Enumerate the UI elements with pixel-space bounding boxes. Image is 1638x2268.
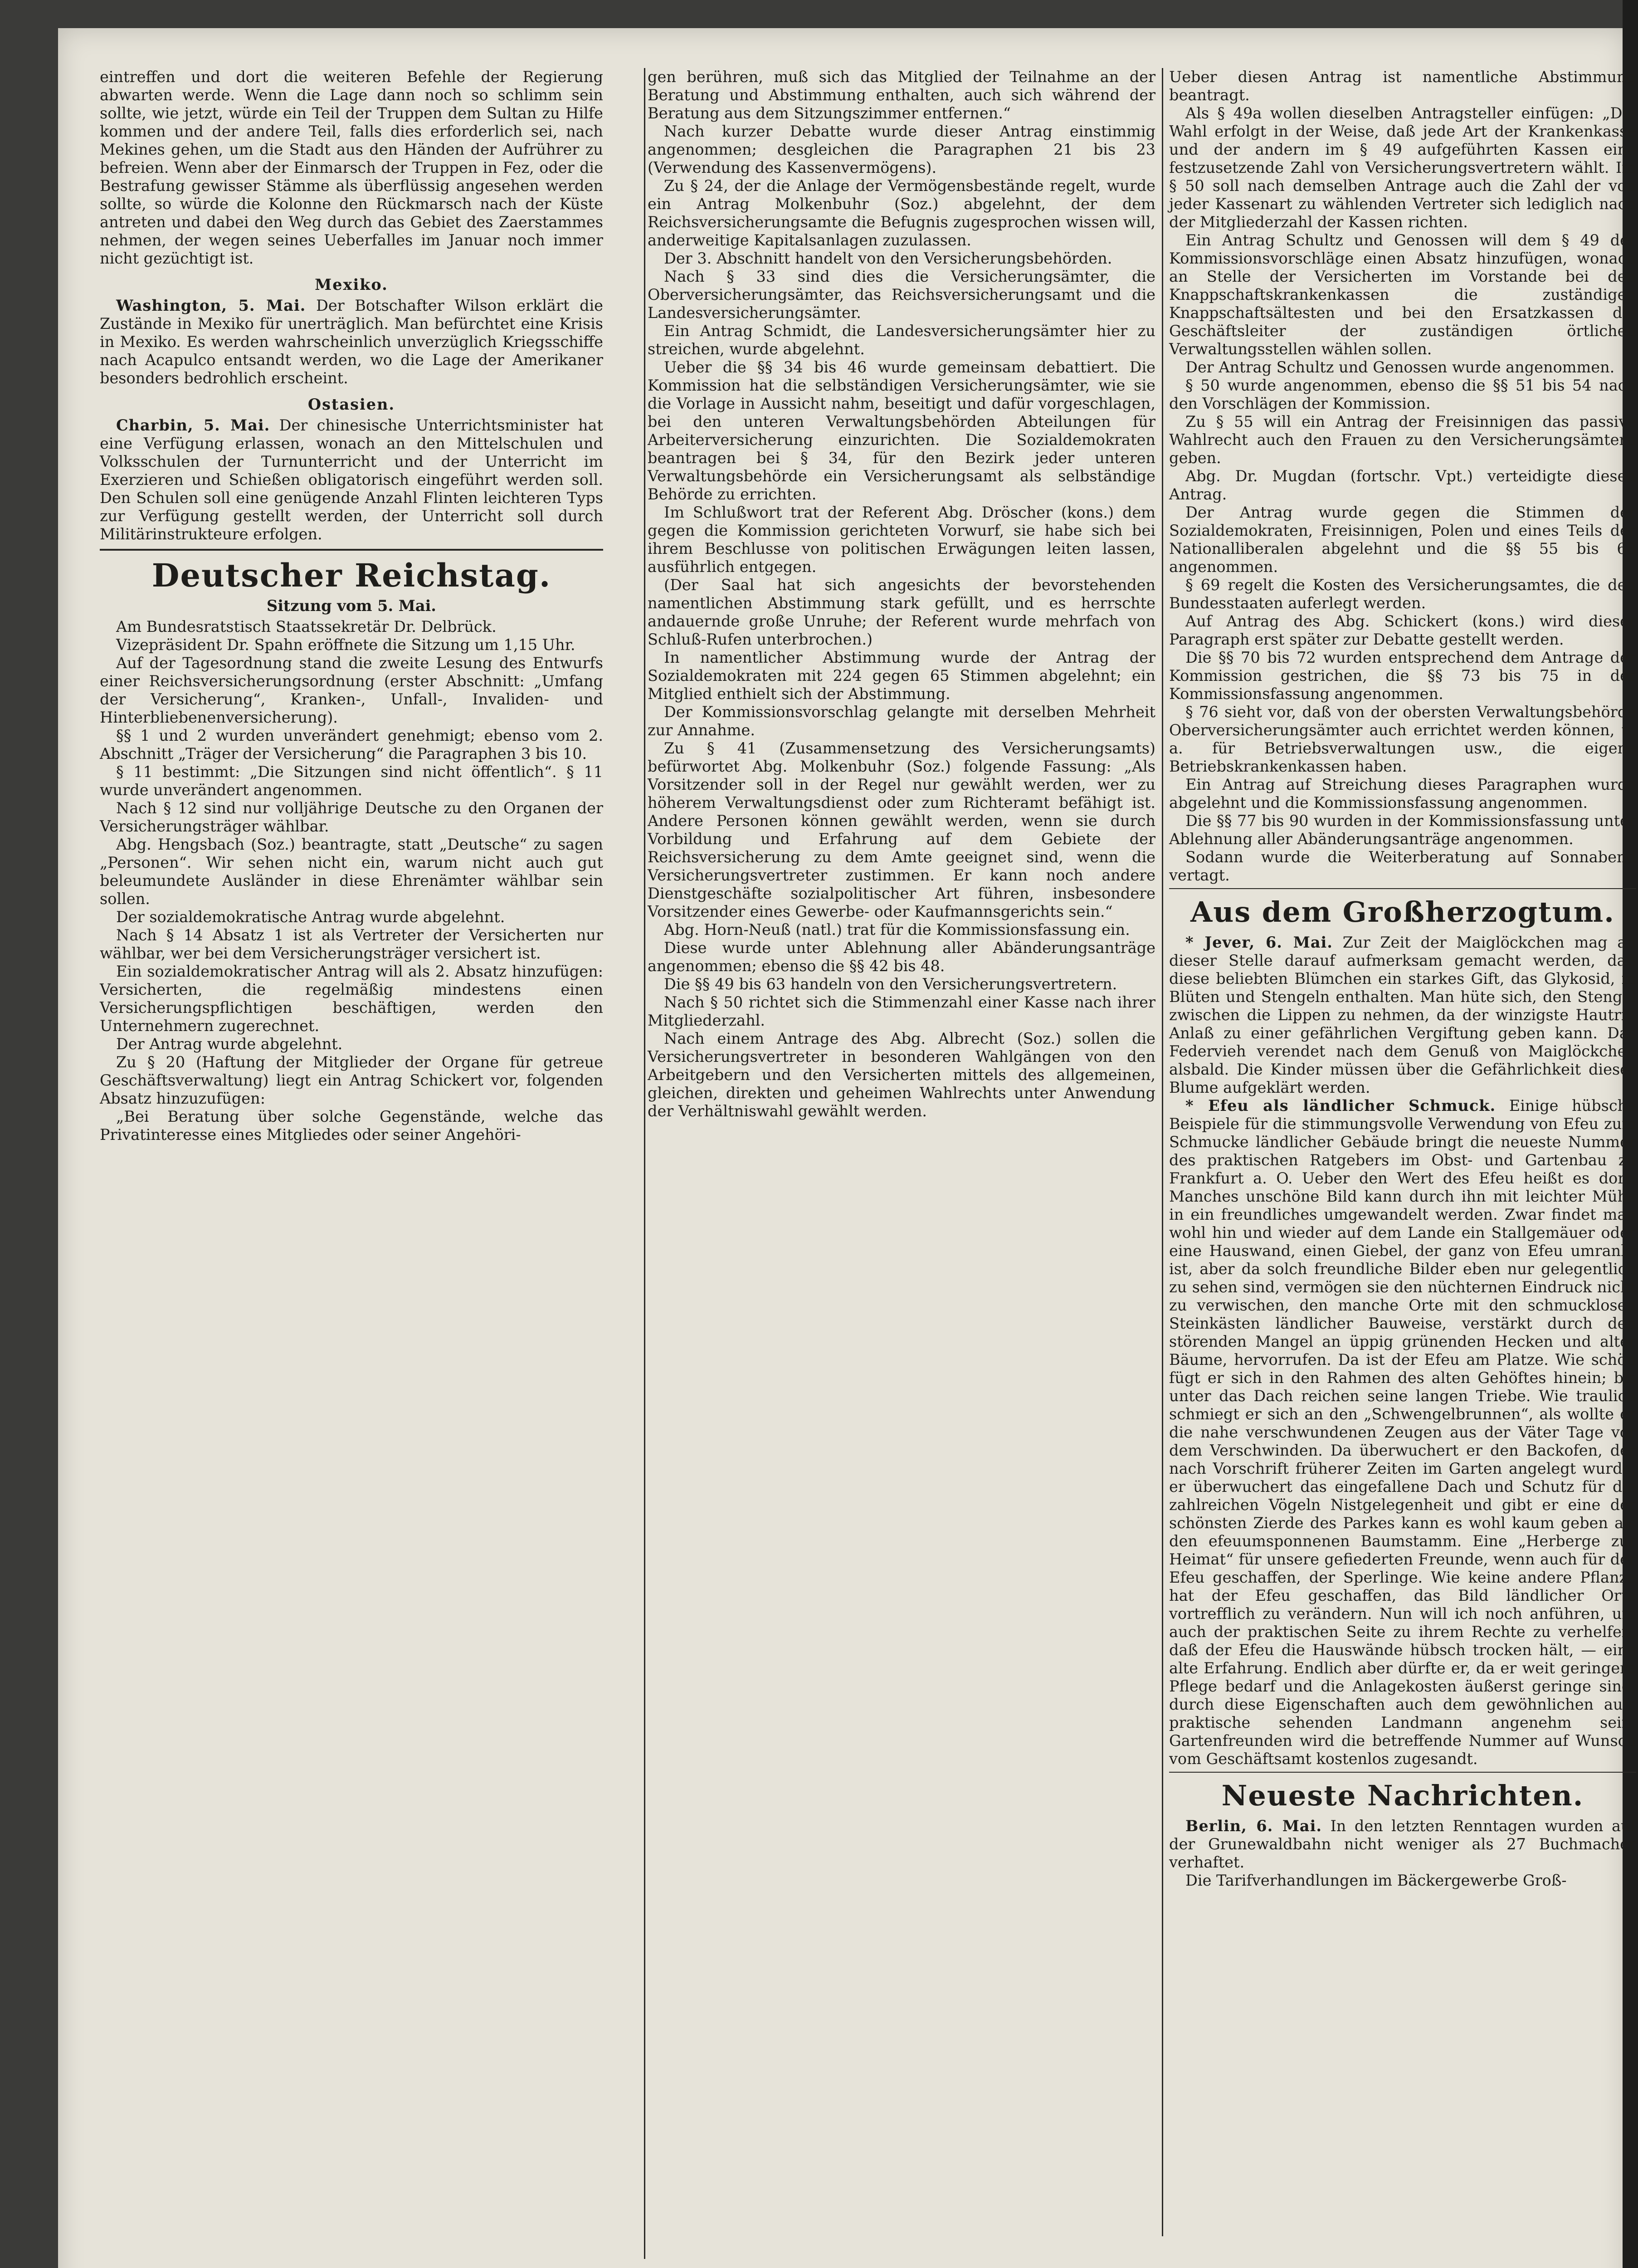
neueste-nachrichten-heading: Neueste Nachrichten. [1221, 1779, 1584, 1812]
paragraph: Als § 49a wollen dieselben Antragsteller einfügen: „Die Wahl erfolgt in der Weise, daß jede Art der Krankenkasse und der andern im § 49 aufgeführten Kassen eine festzusetzende Zahl von Versicherungsvertretern wählt. Im § 50 soll nach demselben Antrage auch die Zahl der von jeder Kassenart zu wählenden Vertreter sich lediglich nach der Mitgliederzahl der Kassen richten. [1169, 104, 1636, 231]
paragraph: Ein Antrag Schmidt, die Landesversicherungsämter hier zu streichen, wurde abgelehnt. [648, 322, 1155, 358]
section-divider [100, 549, 603, 551]
article-text: Der Botschafter Wilson erklärt die Zustände in Mexiko für unerträglich. Man befürchtet eine Krisis in Mexiko. Es werden wahrscheinlich unverzüglich Kriegsschiffe nach Acapulco entsandt werden, wo die Lage der Amerikaner besonders bedrohlich erscheint. [100, 297, 603, 387]
paragraph: Zu § 41 (Zusammensetzung des Versicherungsamts) befürwortet Abg. Molkenbuhr (Soz.) folgende Fassung: „Als Vorsitzender soll in der Regel nur gewählt werden, wer zu höherem Verwaltungsdienst oder zum Richteramt befähigt ist. Andere Personen können gewählt werden, wenn sie durch Vorbildung und Erfahrung auf dem Gebiete der Reichsversicherung zu dem Amte geeignet sind, wenn die Versicherungsvertreter zustimmen. Er kann noch andere Dienstgeschäfte sozialpolitischer Art führen, insbesondere Vorsitzender eines Gewerbe- oder Kaufmannsgerichts sein.“ [648, 739, 1155, 920]
section-head-mexico: Mexiko. [315, 276, 388, 293]
paragraph: Der Antrag wurde abgelehnt. [116, 1035, 343, 1053]
paragraph: Am Bundesratstisch Staatssekretär Dr. Delbrück. [116, 618, 497, 635]
paragraph: Nach § 14 Absatz 1 ist als Vertreter der Versicherten nur wählbar, wer bei dem Versicherungsträger versichert ist. [100, 926, 603, 962]
paragraph: gen berühren, muß sich das Mitglied der Teilnahme an der Beratung und Abstimmung enthalten, auch sich während der Beratung aus dem Sitzungszimmer entfernen.“ [648, 68, 1155, 122]
paragraph: In namentlicher Abstimmung wurde der Antrag der Sozialdemokraten mit 224 gegen 65 Stimmen abgelehnt; ein Mitglied enthielt sich der Abstimmung. [648, 649, 1155, 703]
section-head-ostasien: Ostasien. [307, 396, 395, 413]
paragraph: Der Antrag Schultz und Genossen wurde angenommen. [1185, 358, 1615, 376]
article-text: Einige hübsche Beispiele für die stimmungsvolle Verwendung von Efeu zum Schmucke ländlicher Gebäude bringt die neueste Nummer des praktischen Ratgebers im Obst- und Gartenbau zu Frankfurt a. O. Ueber den Wert des Efeu heißt es dort: Manches unschöne Bild kann durch ihn mit leichter Mühe in ein freundliches umgewandelt werden. Zwar findet man wohl hin und wieder auf dem Lande ein Stallgemäuer oder eine Hauswand, einen Giebel, der ganz von Efeu umrankt ist, aber da solch freundliche Bilder eben nur gelegentlich zu sehen sind, vermögen sie den nüchternen Eindruck nicht zu verwischen, den manche Orte mit den schmucklosen Steinkästen ländlicher Bauweise, verstärkt durch den störenden Mangel an üppig grünenden Hecken und alter Bäume, hervorrufen. Da ist der Efeu am Platze. Wie schön fügt er sich in den Rahmen des alten Gehöftes hinein; bis unter das Dach reichen seine langen Triebe. Wie traulich schmiegt er sich an den „Schwengelbrunnen“, als wollte er die nahe verschwundenen Zeugen aus der Väter Tage vor dem Verschwinden. Da überwuchert er den Backofen, der nach Vorschrift früherer Zeiten im Garten angelegt wurde, er überwuchert das eingefallene Dach und Schutz für die zahlreichen Vögeln Nistgelegenheit und gibt er eine der schönsten Zierde des Parkes kann es wohl kaum geben als den efeuumsponnenen Baumstamm. Eine „Herberge zur Heimat“ für unsere gefiederten Freunde, wenn auch für der Efeu geschaffen, der Sperlinge. Wie keine andere Pflanze hat der Efeu geschaffen, das Bild ländlicher Orte vortrefflich zu verändern. Nun will ich noch anführen, um auch der praktischen Seite zu ihrem Rechte zu verhelfen, daß der Efeu die Hauswände hübsch trocken hält, — eine alte Erfahrung. Endlich aber dürfte er, da er weit geringere Pflege bedarf und die Anlagekosten äußerst geringe sind, durch diese Eigenschaften auch dem gewöhnlichen aufs praktische sehenden Landmann angenehm sein. Gartenfreunden wird die betreffende Nummer auf Wunsch vom Geschäftsamt kostenlos zugesandt. [1169, 1097, 1636, 1768]
paragraph: Der Antrag wurde gegen die Stimmen der Sozialdemokraten, Freisinnigen, Polen und eines Teils der Nationalliberalen abgelehnt und die §§ 55 bis 68 angenommen. [1169, 503, 1636, 576]
dateline: Washington, 5. Mai. [116, 297, 306, 314]
column-rule [1162, 68, 1163, 2236]
paragraph: Nach einem Antrage des Abg. Albrecht (Soz.) sollen die Versicherungsvertreter in besonderen Wahlgängen von den Arbeitgebern und den Versicherten mittels des allgemeinen, gleichen, direkten und geheimen Wahlrechts unter Anwendung der Verhältniswahl gewählt werden. [648, 1030, 1155, 1120]
paragraph: Diese wurde unter Ablehnung aller Abänderungsanträge angenommen; ebenso die §§ 42 bis 48. [648, 939, 1155, 975]
paragraph: Abg. Hengsbach (Soz.) beantragte, statt „Deutsche“ zu sagen „Personen“. Wir sehen nicht ein, warum nicht auch gut beleumundete Ausländer in diese Ehrenämter wählbar sein sollen. [100, 836, 603, 908]
paragraph: Im Schlußwort trat der Referent Abg. Dröscher (kons.) dem gegen die Kommission gerichteten Vorwurf, sie habe sich bei ihrem Beschlusse von politischen Erwägungen leiten lassen, ausführlich entgegen. [648, 503, 1155, 576]
column-1 [100, 68, 603, 1144]
paragraph: § 50 wurde angenommen, ebenso die §§ 51 bis 54 nach den Vorschlägen der Kommission. [1169, 376, 1636, 412]
paragraph: Ein sozialdemokratischer Antrag will als 2. Absatz hinzufügen: Versicherten, die regelmäßig mindestens einen Versicherungspflichtigen beschäftigen, werden den Unternehmern zugerechnet. [100, 963, 603, 1035]
paragraph: Abg. Dr. Mugdan (fortschr. Vpt.) verteidigte diesen Antrag. [1169, 467, 1636, 503]
paragraph: Ueber diesen Antrag ist namentliche Abstimmung beantragt. [1169, 68, 1636, 104]
dateline: Charbin, 5. Mai. [116, 416, 270, 434]
paragraph: Die §§ 70 bis 72 wurden entsprechend dem Antrage der Kommission gestrichen, die §§ 73 bis 75 in der Kommissionsfassung angenommen. [1169, 649, 1636, 703]
section-divider [1169, 888, 1636, 889]
article-text: Der chinesische Unterrichtsminister hat eine Verfügung erlassen, wonach an den Mittelschulen und Volksschulen der Turnunterricht und der Unterricht im Exerzieren und Schießen obligatorisch eingeführt werden soll. Den Schulen soll eine genügende Anzahl Flinten leichteren Typs zur Verfügung gestellt werden, der Unterricht soll durch Militärinstrukteure erfolgen. [100, 416, 603, 543]
paragraph: § 76 sieht vor, daß von der obersten Verwaltungsbehörde Oberversicherungsämter auch errichtet werden können, u. a. für Betriebsverwaltungen usw., die eigene Betriebskrankenkassen haben. [1169, 703, 1636, 775]
paragraph: Nach § 12 sind nur volljährige Deutsche zu den Organen der Versicherungsträger wählbar. [100, 799, 603, 835]
paragraph: Auf Antrag des Abg. Schickert (kons.) wird dieser Paragraph erst später zur Debatte gestellt werden. [1169, 612, 1636, 648]
paragraph: Ueber die §§ 34 bis 46 wurde gemeinsam debattiert. Die Kommission hat die selbständigen Versicherungsämter, wie sie die Vorlage in Aussicht nahm, beseitigt und dafür vorgeschlagen, bei den unteren Verwaltungsbehörden Abteilungen für Arbeiterversicherung einzurichten. Die Sozialdemokraten beantragen bei § 34, für den Bezirk jeder unteren Verwaltungsbehörde ein Versicherungsamt als selbständige Behörde zu errichten. [648, 358, 1155, 503]
article-text: Zur Zeit der Maiglöckchen mag an dieser Stelle darauf aufmerksam gemacht werden, daß diese beliebten Blümchen ein starkes Gift, das Glykosid, in Blüten und Stengeln enthalten. Man hüte sich, den Stengel zwischen die Lippen zu nehmen, da der winzigste Hautriß Anlaß zu einer gefährlichen Vergiftung geben kann. Das Federvieh verendet nach dem Genuß von Maiglöckchen alsbald. Die Kinder müssen über die Gefährlichkeit dieser Blume aufgeklärt werden. [1169, 934, 1636, 1096]
paragraph: (Der Saal hat sich angesichts der bevorstehenden namentlichen Abstimmung stark gefüllt, und es herrschte andauernde große Unruhe; der Referent wurde mehrfach von Schluß-Rufen unterbrochen.) [648, 576, 1155, 648]
paragraph: Zu § 55 will ein Antrag der Freisinnigen das passive Wahlrecht auch den Frauen zu den Versicherungsämtern geben. [1169, 413, 1636, 467]
morocco-text: eintreffen und dort die weiteren Befehle der Regierung abwarten werde. Wenn die Lage dann noch so schlimm sein sollte, wie jetzt, würde ein Teil der Truppen dem Sultan zu Hilfe kommen und der andere Teil, falls dies erforderlich sei, nach Mekines gehen, um die Stadt aus den Händen der Aufrührer zu befreien. Wenn aber der Einmarsch der Truppen in Fez, oder die Bestrafung gewisser Stämme als überflüssig angesehen werden sollte, so würde die Kolonne den Rückmarsch nach der Küste antreten und dabei den Weg durch das Gebiet des Zaerstammes nehmen, der wegen seines Ueberfalles im Januar noch immer nicht gezüchtigt ist. [100, 68, 603, 267]
dateline: * Jever, 6. Mai. [1185, 934, 1333, 951]
paragraph: §§ 1 und 2 wurden unverändert genehmigt; ebenso vom 2. Abschnitt „Träger der Versicherung“ die Paragraphen 3 bis 10. [100, 727, 603, 763]
paragraph: Die §§ 49 bis 63 handeln von den Versicherungsvertretern. [664, 975, 1117, 993]
paragraph: Zu § 20 (Haftung der Mitglieder der Organe für getreue Geschäftsverwaltung) liegt ein Antrag Schickert vor, folgenden Absatz hinzuzufügen: [100, 1053, 603, 1107]
section-divider [1169, 1772, 1636, 1773]
paragraph: Nach § 50 richtet sich die Stimmenzahl einer Kasse nach ihrer Mitgliederzahl. [648, 993, 1155, 1029]
column-3 [1169, 68, 1636, 1890]
paragraph: Auf der Tagesordnung stand die zweite Lesung des Entwurfs einer Reichsversicherungsordnung (erster Abschnitt: „Umfang der Versicherung“, Kranken-, Unfall-, Invaliden- und Hinterbliebenenversicherung). [100, 654, 603, 726]
paragraph: Der sozialdemokratische Antrag wurde abgelehnt. [116, 908, 505, 926]
paragraph: Der Kommissionsvorschlag gelangte mit derselben Mehrheit zur Annahme. [648, 703, 1155, 739]
paragraph: Die Tarifverhandlungen im Bäckergewerbe Groß- [1185, 1872, 1567, 1889]
paragraph: Abg. Horn-Neuß (natl.) trat für die Kommissionsfassung ein. [664, 921, 1130, 938]
paragraph: Die §§ 77 bis 90 wurden in der Kommissionsfassung unter Ablehnung aller Abänderungsanträge angenommen. [1169, 812, 1636, 848]
paragraph: Der 3. Abschnitt handelt von den Versicherungsbehörden. [664, 249, 1112, 267]
paragraph: Nach § 33 sind dies die Versicherungsämter, die Oberversicherungsämter, das Reichsversicherungsamt und die Landesversicherungsämter. [648, 268, 1155, 322]
paragraph: Ein Antrag Schultz und Genossen will dem § 49 der Kommissionsvorschläge einen Absatz hinzufügen, wonach an Stelle der Versicherten im Vorstande bei den Knappschaftskrankenkassen die zuständigen Knappschaftsältesten und bei den Ersatzkassen die Geschäftsleiter der zuständigen örtlichen Verwaltungsstellen wählen sollen. [1169, 231, 1636, 358]
paragraph: Vizepräsident Dr. Spahn eröffnete die Sitzung um 1,15 Uhr. [116, 636, 575, 654]
paragraph: Sodann wurde die Weiterberatung auf Sonnabend vertagt. [1169, 848, 1636, 884]
paragraph: Ein Antrag auf Streichung dieses Paragraphen wurde abgelehnt und die Kommissionsfassung angenommen. [1169, 776, 1636, 811]
column-2 [648, 68, 1155, 1120]
session-date: Sitzung vom 5. Mai. [267, 597, 436, 615]
paragraph: § 69 regelt die Kosten des Versicherungsamtes, die den Bundesstaaten auferlegt werden. [1169, 576, 1636, 612]
reichstag-heading: Deutscher Reichstag. [151, 557, 551, 594]
grossherzogtum-heading: Aus dem Großherzogtum. [1190, 895, 1615, 929]
paragraph: § 11 bestimmt: „Die Sitzungen sind nicht öffentlich“. § 11 wurde unverändert angenommen. [100, 763, 603, 799]
dateline: * Efeu als ländlicher Schmuck. [1185, 1097, 1496, 1114]
column-rule [644, 68, 645, 2259]
article-text: In den letzten Renntagen wurden auf der Grunewaldbahn nicht weniger als 27 Buchmacher verhaftet. [1169, 1817, 1636, 1871]
paragraph: Zu § 24, der die Anlage der Vermögensbestände regelt, wurde ein Antrag Molkenbuhr (Soz.) abgelehnt, der dem Reichsversicherungsamte die Befugnis zugesprochen wissen will, anderweitige Kapitalsanlagen zuzulassen. [648, 177, 1155, 249]
paragraph: „Bei Beratung über solche Gegenstände, welche das Privatinteresse eines Mitgliedes oder seiner Angehöri- [100, 1108, 603, 1144]
dateline: Berlin, 6. Mai. [1185, 1817, 1322, 1835]
paragraph: Nach kurzer Debatte wurde dieser Antrag einstimmig angenommen; desgleichen die Paragraphen 21 bis 23 (Verwendung des Kassenvermögens). [648, 122, 1155, 176]
